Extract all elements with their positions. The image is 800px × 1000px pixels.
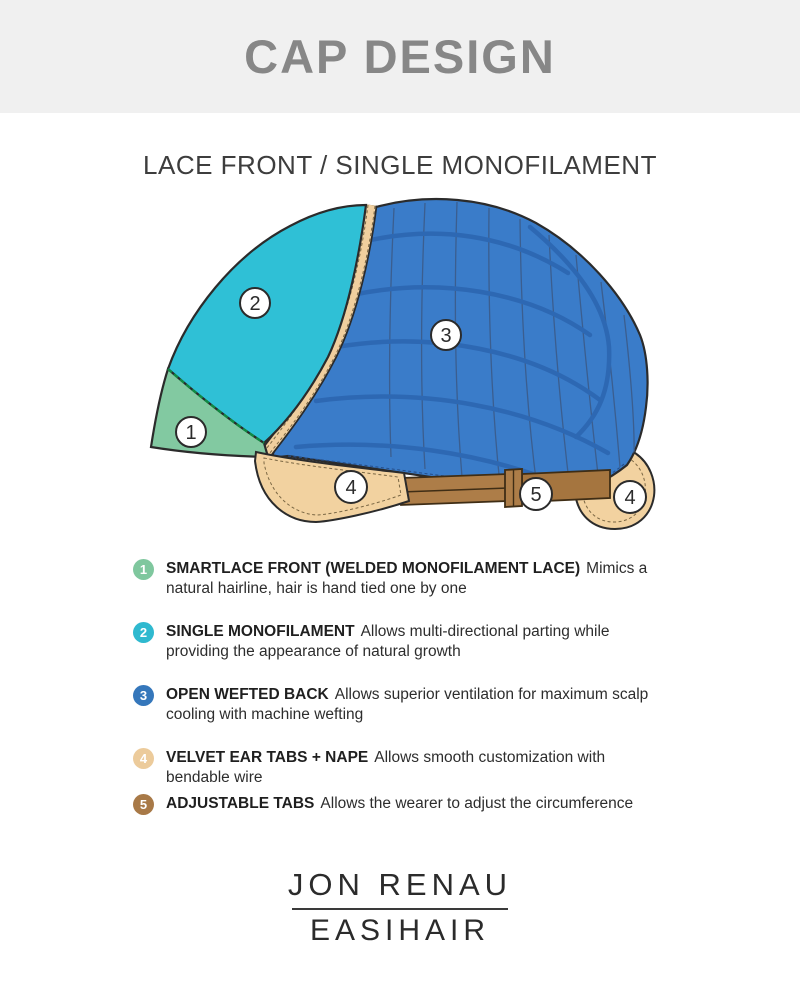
legend-label: OPEN WEFTED BACK — [166, 686, 329, 703]
footer-divider — [292, 908, 508, 910]
legend-number-badge: 2 — [133, 622, 154, 643]
svg-text:2: 2 — [249, 293, 261, 315]
legend-description: Allows the wearer to adjust the circumference — [320, 795, 634, 812]
page-header — [0, 0, 800, 113]
legend-number-badge: 3 — [133, 685, 154, 706]
callout-3 — [431, 320, 461, 350]
legend-label: VELVET EAR TABS + NAPE — [166, 749, 369, 766]
brand-footer — [0, 867, 800, 948]
legend-item — [133, 559, 655, 598]
legend — [133, 559, 655, 839]
callout-4-right — [614, 481, 646, 513]
legend-description: Mimics a natural hairline, hair is hand tied one by one — [166, 560, 648, 597]
svg-text:1: 1 — [185, 422, 197, 444]
svg-text:4: 4 — [624, 487, 636, 509]
page-title: CAP DESIGN — [244, 30, 556, 83]
legend-description: Allows multi-directional parting while providing the appearance of natural growth — [166, 623, 610, 660]
legend-number-badge: 5 — [133, 794, 154, 815]
callout-1 — [176, 417, 206, 447]
legend-label: SINGLE MONOFILAMENT — [166, 623, 355, 640]
cap-diagram — [138, 195, 668, 563]
svg-text:3: 3 — [440, 325, 452, 347]
svg-text:5: 5 — [530, 484, 542, 506]
svg-text:4: 4 — [345, 477, 357, 499]
legend-description: Allows smooth customization with bendable wire — [166, 749, 606, 786]
legend-label: ADJUSTABLE TABS — [166, 795, 315, 812]
legend-item — [133, 748, 655, 787]
legend-item — [133, 794, 655, 815]
legend-item — [133, 622, 655, 661]
legend-number-badge: 1 — [133, 559, 154, 580]
callout-2 — [240, 288, 270, 318]
cap-style-subtitle: LACE FRONT / SINGLE MONOFILAMENT — [143, 150, 657, 180]
legend-number-badge: 4 — [133, 748, 154, 769]
callout-5 — [520, 478, 552, 510]
strap-buckle — [505, 469, 522, 507]
brand-name-top: JON RENAU — [287, 867, 513, 902]
legend-description: Allows superior ventilation for maximum scalp cooling with machine wefting — [166, 686, 649, 723]
legend-item — [133, 685, 655, 724]
callout-4-left — [335, 471, 367, 503]
legend-label: SMARTLACE FRONT (WELDED MONOFILAMENT LACE) — [166, 560, 581, 577]
brand-name-bottom: EASIHAIR — [309, 914, 491, 947]
